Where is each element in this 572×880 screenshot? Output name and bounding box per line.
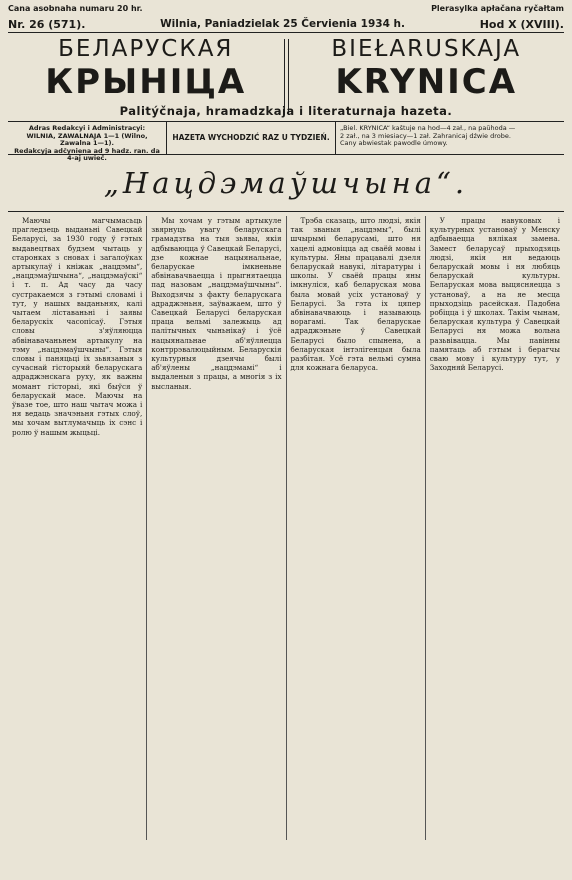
masthead-cyrillic-line2: КРЫНІЦА xyxy=(45,62,247,102)
subscription-line-1: „Biel. KRYNICA“ kaštuje na hod—4 zał., na paŭhoda — xyxy=(340,124,516,132)
masthead-latin xyxy=(289,33,565,101)
masthead-latin-line2: KRYNICA xyxy=(335,62,518,102)
masthead-tagline: Palitýčnaja, hramadzkaja i literaturnaja hazeta. xyxy=(119,104,453,118)
issue-price: Cana asobnaha numaru 20 hr. xyxy=(8,4,143,13)
article-column-1 xyxy=(8,216,146,840)
article-column-4 xyxy=(425,216,564,840)
subscription-box xyxy=(336,122,564,154)
column-text: Трэба сказаць, што людзі, якія так званыя „нацдэмы“, былі шчырымі беларусамі, што ня хацелі адмовіцца ад сваёй мовы і культуры. Яны працавалі дзеля беларускай навукі, літаратуры і школы. У сваёй працы яны імкнуліся, каб беларуская мова была мовай усіх установаў у Беларусі. За гэта іх цяпер абвінавачваюць і называюць ворагамі. Так беларускае адраджэньне ў Савецкай Беларусі было спынена, а беларуская інтэлігенцыя была разбітая. Усё гэта вельмі сумна для кожнага беларуса. xyxy=(290,216,421,373)
column-text: У працы навуковых і культурных установаў у Менску адбываецца вялікая зьмена. Замест беларусаў прыходзяць людзі, якія ня ведаюць беларускай мовы і ня любяць беларускай культуры. Беларуская мова выцясняецца з установаў, а на яе месца прыходзіць расейская. Падобна робіцца і ў школах. Такім чынам, беларуская культура ў Савецкай Беларусі ня можа вольна разьвівацца. Мы павінны памятаць аб гэтым і берагчы сваю мову і культуру тут, у Заходняй Беларусі. xyxy=(429,216,560,373)
masthead-cyrillic-line1: БЕЛАРУСКАЯ xyxy=(58,36,234,62)
dateline-bar xyxy=(8,16,564,33)
article-column-3 xyxy=(286,216,425,840)
editorial-address: WILNIA, ZAWALNAJA 1—1 (Wilno, Zawalna 1—1). xyxy=(26,131,148,147)
editorial-title: Adras Redakcyi i Administracyi: xyxy=(28,124,146,132)
article-title: „Нацдэмаўшчына“. xyxy=(8,155,564,212)
editorial-address-box xyxy=(8,122,167,162)
masthead-cyrillic xyxy=(8,33,284,101)
editorial-hours: Redakcyja adčynienа ad 9 hadz. ran. da 4-aj uwieč. xyxy=(14,146,160,162)
weekly-box: HAZETA WYCHODZIĆ RAZ U TYDZIEŃ. xyxy=(167,122,336,154)
column-text: Маючы магчымасьць прагледзець выданьні Савецкай Беларусі, за 1930 году ў гэтых выдавецтвах будзем чытаць у старонках з сновах і загалоўках артыкулаў і кніжак „нацдэмы“, „нацдэмаўшчына“, „нацдэмаўскі“ і т. п. Ад часу да часу сустракаемся з гэтымі словамі і тут, у нашых выданьнях, калі чытаем ліставаньні і заявы беларускіх часопісаў. Гэтыя словы з'яўляюцца абвінавачаньнем артыкулу на тэму „нацдэмаўшчыны“. Гэтыя словы і паняцьці іх зьвязаныя з сучаснай гісторыяй беларускага адраджэнскага руху, як важны момант гісторыі, які быўся ў беларускай масе. Маючы на ўвазе тое, што наш чытач можа і ня ведаць значэньня гэтых слоў, мы хочам вытлумачыць іх сэнс і ролю ў нашым жыцьці. xyxy=(12,216,143,437)
subscription-line-3: Cany abwiestak pawodle úmowy. xyxy=(340,139,448,147)
column-text: Мы хочам у гэтым артыкуле звярнуць увагу беларускага грамадзтва на тыя зьявы, якія адбываюцца ў Савецкай Беларусі, дзе кожнае нацыянальнае, беларускае імкненьне абвінавачваецца і прыгнятаецца пад назовам „нацдэмаўшчыны“. Выходзячы з факту беларускага адраджэньня, заўважаем, што ў Савецкай Беларусі беларуская праца вельмі залежыць ад палітычных чыньнікаў і ўсё нацыянальнае аб'яўляецца контррэвалюцыйным. Беларускія культурныя дзеячы былі аб'яўлены „нацдэмамі“ і выдаленыя з працы, а многія з іх высланыя. xyxy=(151,216,282,391)
article-column-2 xyxy=(146,216,285,840)
subscription-line-2: 2 zał., na 3 miesiacy—1 zał. Zahranicaj dźwie drobe. xyxy=(340,131,511,140)
issue-number: Nr. 26 (571). xyxy=(8,17,86,31)
issue-date: Wilnia, Paniadzielak 25 Červienia 1934 h. xyxy=(160,18,406,30)
article-columns xyxy=(8,216,564,840)
postage-note: Plerasylka apłačana ryčałtam xyxy=(431,4,564,13)
top-line xyxy=(8,4,564,14)
masthead xyxy=(8,33,564,122)
masthead-latin-line1: BIEŁARUSKAJA xyxy=(331,36,522,62)
info-bar xyxy=(8,122,564,162)
issue-year: Hod X (XVIII). xyxy=(479,17,564,31)
